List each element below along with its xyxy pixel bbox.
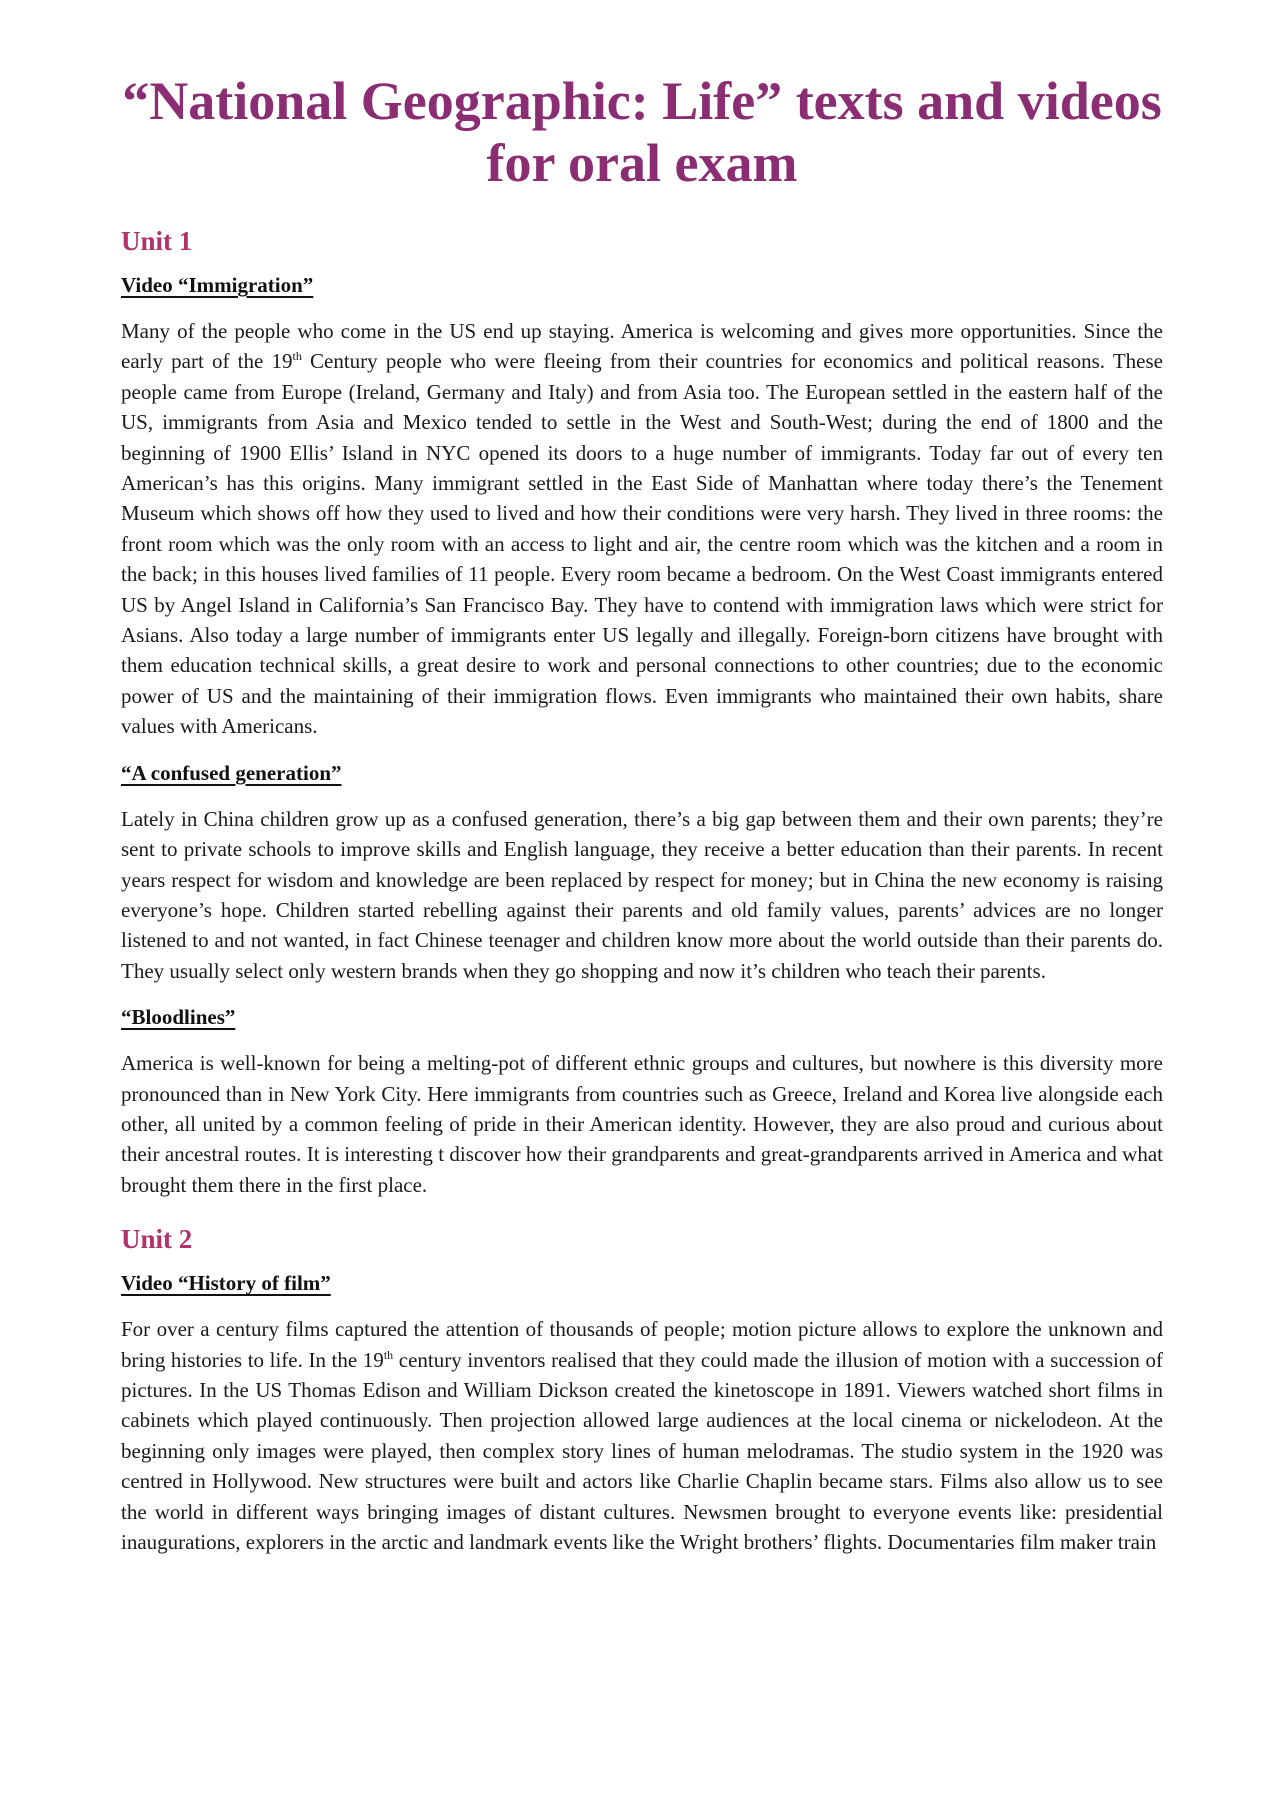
superscript: th: [292, 349, 302, 364]
section-heading: “A confused generation”: [121, 760, 342, 785]
section-paragraph: [121, 1314, 1163, 1557]
paragraph-text: Century people who were fleeing from their countries for economics and political reasons. These people came from Europe (Ireland, Germany and Italy) and from Asia too. The European settled in the eastern half of the US, immigrants from Asia and Mexico tended to settle in the West and South-West; during the end of 1800 and the beginning of 1900 Ellis’ Island in NYC opened its doors to a huge number of immigrants. Today far out of every ten American’s has this origins. Many immigrant settled in the East Side of Manhattan where today there’s the Tenement Museum which shows off how they used to lived and how their conditions were very harsh. They lived in three rooms: the front room which was the only room with an access to light and air, the centre room which was the kitchen and a room in the back; in this houses lived families of 11 people. Every room became a bedroom. On the West Coast immigrants entered US by Angel Island in California’s San Francisco Bay. They have to contend with immigration laws which were strict for Asians. Also today a large number of immigrants enter US legally and illegally. Foreign-born citizens have brought with them education technical skills, a great desire to work and personal connections to other countries; due to the economic power of US and the maintaining of their immigration flows. Even immigrants who maintained their own habits, share values with Americans.: [121, 349, 1163, 739]
document-page: [121, 70, 1163, 1575]
document-title: “National Geographic: Life” texts and videos for oral exam: [122, 71, 1162, 193]
paragraph-text: Many of the people who come in the US end up staying. America is welcoming and gives more opportunities. Since the early part of the 19: [121, 319, 1163, 374]
paragraph-text: century inventors realised that they could made the illusion of motion with a succession of pictures. In the US Thomas Edison and William Dickson created the kinetoscope in 1891. Viewers watched short films in cabinets which played continuously. Then projection allowed large audiences at the local cinema or nickelodeon. At the beginning only images were played, then complex story lines of human melodramas. The studio system in the 1920 was centred in Hollywood. New structures were built and actors like Charlie Chaplin became stars. Films also allow us to see the world in different ways bringing images of distant cultures. Newsmen brought to everyone events like: presidential inaugurations, explorers in the arctic and landmark events like the Wright brothers’ flights. Documentaries film maker train: [121, 1347, 1163, 1554]
section-heading: Video “History of film”: [121, 1271, 331, 1296]
unit-heading: Unit 1: [121, 226, 193, 256]
section-heading: “Bloodlines”: [121, 1005, 236, 1030]
unit-2: [121, 1222, 1163, 1557]
section-confused-generation: [121, 760, 1163, 986]
section-immigration: [121, 272, 1163, 742]
section-paragraph: [121, 316, 1163, 742]
section-paragraph: Lately in China children grow up as a confused generation, there’s a big gap between them and their own parents; they’re sent to private schools to improve skills and English language, they receive a better education than their parents. In recent years respect for wisdom and knowledge are been replaced by respect for money; but in China the new economy is raising everyone’s hope. Children started rebelling against their parents and old family values, parents’ advices are no longer listened to and not wanted, in fact Chinese teenager and children know more about the world outside than their parents do. They usually select only western brands when they go shopping and now it’s children who teach their parents.: [121, 806, 1163, 983]
section-bloodlines: [121, 1004, 1163, 1200]
unit-heading: Unit 2: [121, 1224, 193, 1255]
section-paragraph: America is well-known for being a melting-pot of different ethnic groups and cultures, but nowhere is this diversity more pronounced than in New York City. Here immigrants from countries such as Greece, Ireland and Korea live alongside each other, all united by a common feeling of pride in their American identity. However, they are also proud and curious about their ancestral routes. It is interesting t discover how their grandparents and great-grandparents arrived in America and what brought them there in the first place.: [121, 1051, 1163, 1197]
superscript: th: [383, 1347, 394, 1362]
unit-1: [121, 224, 1163, 1200]
paragraph-text: For over a century films captured the attention of thousands of people; motion picture allows to explore the unknown and bring histories to life. In the 19: [121, 1317, 1163, 1372]
section-history-of-film: [121, 1270, 1163, 1557]
section-heading: Video “Immigration”: [121, 273, 314, 297]
